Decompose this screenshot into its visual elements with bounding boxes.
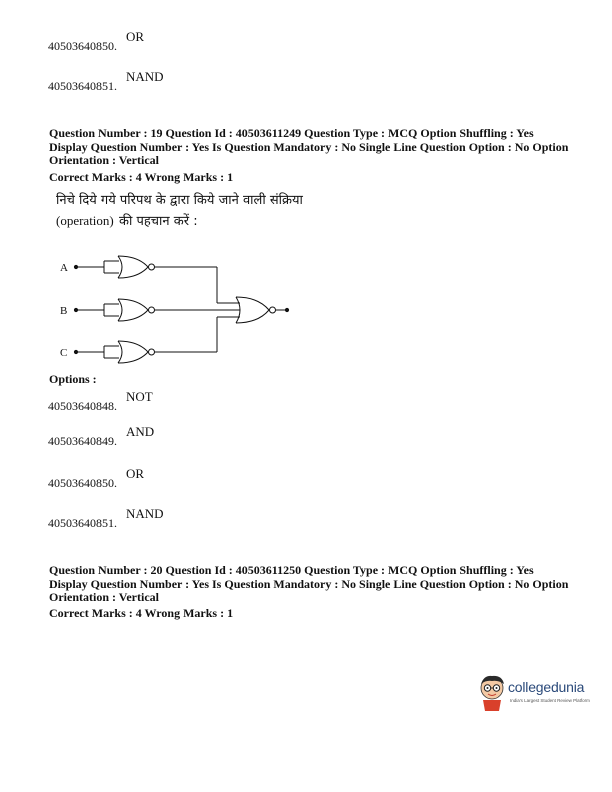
option-id: 40503640850. xyxy=(48,39,117,53)
option-label: OR xyxy=(126,466,145,481)
collegedunia-watermark xyxy=(476,674,601,714)
option-row xyxy=(48,466,145,491)
question-19-text-line2 xyxy=(56,211,198,229)
option-id: 40503640850. xyxy=(48,476,117,490)
question-20-meta xyxy=(49,564,579,605)
meta-line: Display Question Number : Yes Is Question Mandatory : No Single Line Question Option : No Option xyxy=(49,139,569,154)
option-id: 40503640848. xyxy=(48,399,117,413)
question-19-marks: Correct Marks : 4 Wrong Marks : 1 xyxy=(49,170,234,184)
mascot-logo-icon xyxy=(476,674,508,712)
option-row xyxy=(48,29,145,54)
option-row xyxy=(48,69,164,94)
option-label: OR xyxy=(126,29,145,44)
nor-gate-c xyxy=(76,341,217,363)
question-19-meta xyxy=(49,127,579,168)
option-id: 40503640851. xyxy=(48,516,117,530)
question-20-marks: Correct Marks : 4 Wrong Marks : 1 xyxy=(49,606,234,620)
options-heading: Options : xyxy=(49,372,97,386)
option-id: 40503640851. xyxy=(48,79,117,93)
meta-line: Orientation : Vertical xyxy=(49,153,159,167)
nor-gate-a xyxy=(76,256,217,278)
option-row xyxy=(48,389,153,414)
option-label: NAND xyxy=(126,69,164,84)
question-text-hindi: की पहचान करें : xyxy=(119,214,198,229)
brand-name: collegedunia xyxy=(508,679,585,695)
question-19-text-line1: निचे दिये गये परिपथ के द्वारा किये जाने वाली संक्रिया xyxy=(56,193,303,208)
meta-line: Orientation : Vertical xyxy=(49,590,159,604)
meta-line: Question Number : 19 Question Id : 40503611249 Question Type : MCQ Option Shuffling : Yes xyxy=(49,126,534,140)
option-label: AND xyxy=(126,424,155,439)
nor-gate-output xyxy=(236,297,289,323)
input-label-b: B xyxy=(60,305,68,317)
option-label: NAND xyxy=(126,506,164,521)
question-term: (operation) xyxy=(56,213,114,228)
brand-tagline: India's Largest Student Review Platform xyxy=(510,698,590,703)
input-label-c: C xyxy=(60,347,68,359)
nor-gate-b xyxy=(76,299,240,321)
meta-line: Display Question Number : Yes Is Question Mandatory : No Single Line Question Option : No Option xyxy=(49,576,569,591)
input-label-a: A xyxy=(60,262,68,274)
logic-circuit-diagram xyxy=(0,245,320,370)
meta-line: Question Number : 20 Question Id : 40503611250 Question Type : MCQ Option Shuffling : Yes xyxy=(49,563,534,577)
option-label: NOT xyxy=(126,389,153,404)
option-row xyxy=(48,424,155,449)
option-row xyxy=(48,506,164,531)
option-id: 40503640849. xyxy=(48,434,117,448)
